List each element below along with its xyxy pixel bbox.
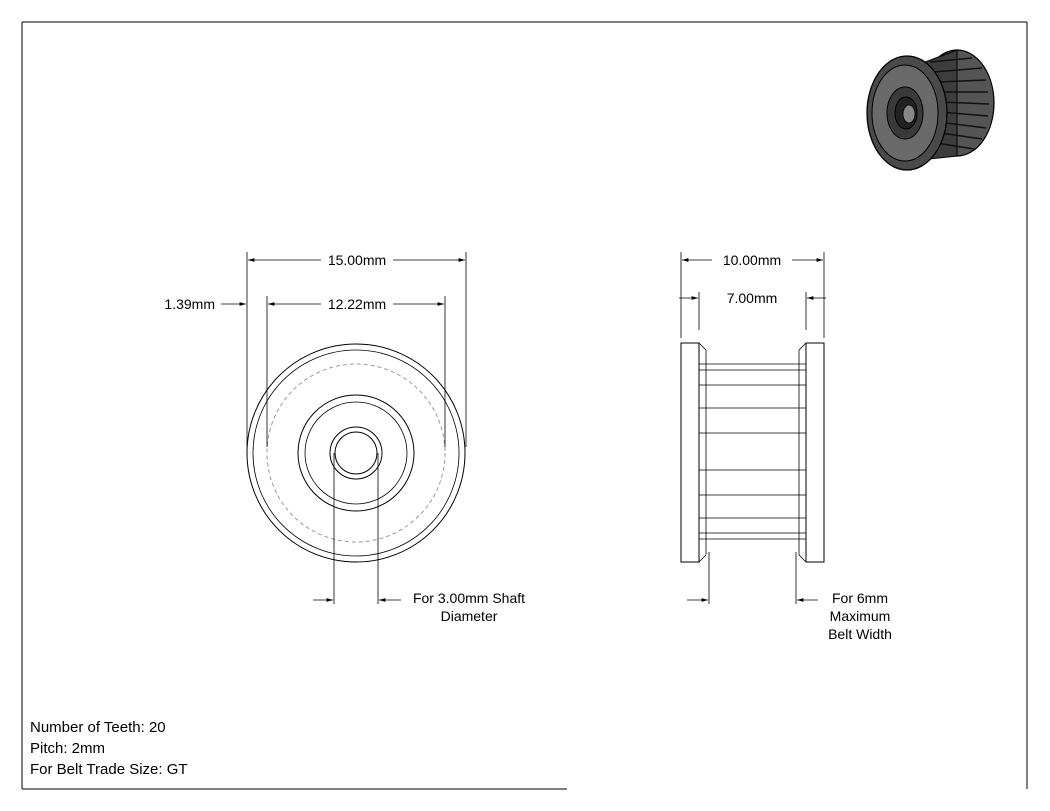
flange-outer-circle [247, 344, 465, 562]
bore-circle-inner [335, 432, 377, 474]
bore-circle-outer [330, 427, 382, 479]
pulley-render-image [867, 50, 994, 170]
spec-belt-size: For Belt Trade Size: GT [30, 761, 188, 778]
dim-outer-diameter: 15.00mm [327, 252, 387, 268]
dim-teeth-diameter: 12.22mm [327, 296, 387, 312]
dim-inner-width: 7.00mm [726, 290, 778, 306]
teeth-hidden-circle [267, 364, 445, 542]
hub-circle-outer [298, 395, 414, 511]
spec-pitch: Pitch: 2mm [30, 740, 106, 757]
dim-total-width: 10.00mm [722, 252, 782, 268]
shaft-note-line2: Diameter [440, 608, 498, 624]
tooth-lines [699, 364, 806, 539]
shaft-note-line1: For 3.00mm Shaft [412, 590, 526, 606]
dim-flange-thickness: 1.39mm [164, 296, 215, 312]
belt-note-line2: Maximum [829, 608, 891, 624]
front-view [164, 252, 525, 624]
side-view [679, 252, 892, 642]
left-flange [681, 343, 699, 562]
flange-inner-edge-circle [253, 350, 459, 556]
belt-note-line3: Belt Width [828, 626, 892, 642]
belt-note-line1: For 6mm [832, 590, 888, 606]
right-flange [806, 343, 824, 562]
spec-block [30, 717, 188, 780]
hub-circle-inner [305, 402, 407, 504]
spec-teeth: Number of Teeth: 20 [30, 719, 166, 736]
